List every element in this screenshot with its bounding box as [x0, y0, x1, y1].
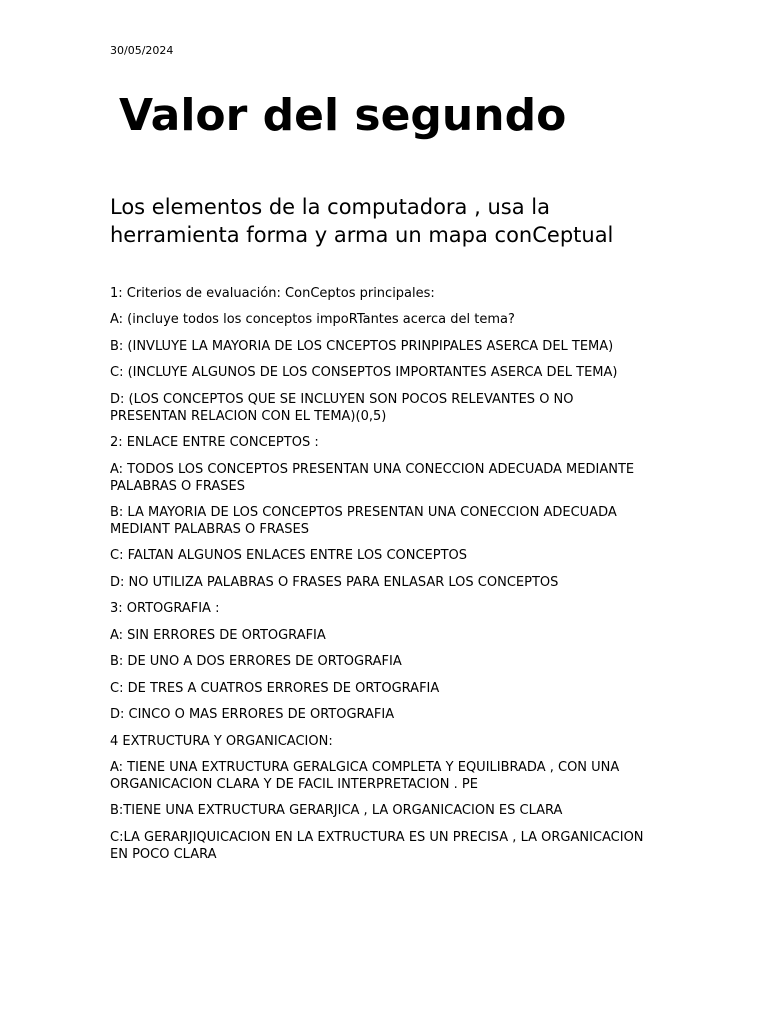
criterion-4-option-a: A: TIENE UNA EXTRUCTURA GERALGICA COMPLETA Y EQUILIBRADA , CON UNA ORGANICACION CLARA Y DE FACIL INTERPRETACION . PE — [110, 760, 620, 792]
criterion-4-option-c: C:LA GERARJIQUICACION EN LA EXTRUCTURA ES UN PRECISA , LA ORGANICACION EN POCO CLARA — [110, 829, 644, 862]
criterion-1-option-c: C: (INCLUYE ALGUNOS DE LOS CONSEPTOS IMPORTANTES ASERCA DEL TEMA) — [110, 365, 618, 381]
criterion-3-heading: 3: ORTOGRAFIA : — [110, 601, 220, 617]
criterion-4-option-b: B:TIENE UNA EXTRUCTURA GERARJICA , LA ORGANICACION ES CLARA — [110, 803, 563, 819]
criterion-3-option-b: B: DE UNO A DOS ERRORES DE ORTOGRAFIA — [110, 654, 402, 670]
document-title: Valor del segundo — [119, 90, 567, 141]
criterion-1-option-b: B: (INVLUYE LA MAYORIA DE LOS CNCEPTOS PRINPIPALES ASERCA DEL TEMA) — [110, 338, 614, 354]
criterion-2-option-d: D: NO UTILIZA PALABRAS O FRASES PARA ENLASAR LOS CONCEPTOS — [110, 574, 559, 590]
criterion-2-option-c: C: FALTAN ALGUNOS ENLACES ENTRE LOS CONCEPTOS — [110, 548, 468, 564]
criterion-1-heading: 1: Criterios de evaluación: ConCeptos principales: — [110, 286, 435, 301]
criterion-1-option-a: A: (incluye todos los conceptos impoRTantes acerca del tema? — [110, 312, 515, 328]
criterion-3-option-c: C: DE TRES A CUATROS ERRORES DE ORTOGRAFIA — [110, 680, 440, 696]
criterion-4-heading: 4 EXTRUCTURA Y ORGANICACION: — [110, 733, 333, 749]
criterion-3-option-a: A: SIN ERRORES DE ORTOGRAFIA — [110, 627, 326, 643]
criterion-2-heading: 2: ENLACE ENTRE CONCEPTOS : — [110, 435, 319, 451]
criteria-list — [110, 286, 650, 873]
criterion-3-option-d: D: CINCO O MAS ERRORES DE ORTOGRAFIA — [110, 707, 395, 723]
document-subtitle: Los elementos de la computadora , usa la herramienta forma y arma un mapa conCeptual — [110, 195, 614, 247]
criterion-2-option-b: B: LA MAYORIA DE LOS CONCEPTOS PRESENTAN UNA CONECCION ADECUADA MEDIANT PALABRAS O FRASES — [110, 504, 617, 537]
criterion-2-option-a: A: TODOS LOS CONCEPTOS PRESENTAN UNA CONECCION ADECUADA MEDIANTE PALABRAS O FRASES — [110, 461, 635, 494]
criterion-1-option-d: D: (LOS CONCEPTOS QUE SE INCLUYEN SON POCOS RELEVANTES O NO PRESENTAN RELACION CON EL TEMA)(0,5) — [110, 391, 574, 424]
document-date: 30/05/2024 — [110, 44, 174, 57]
